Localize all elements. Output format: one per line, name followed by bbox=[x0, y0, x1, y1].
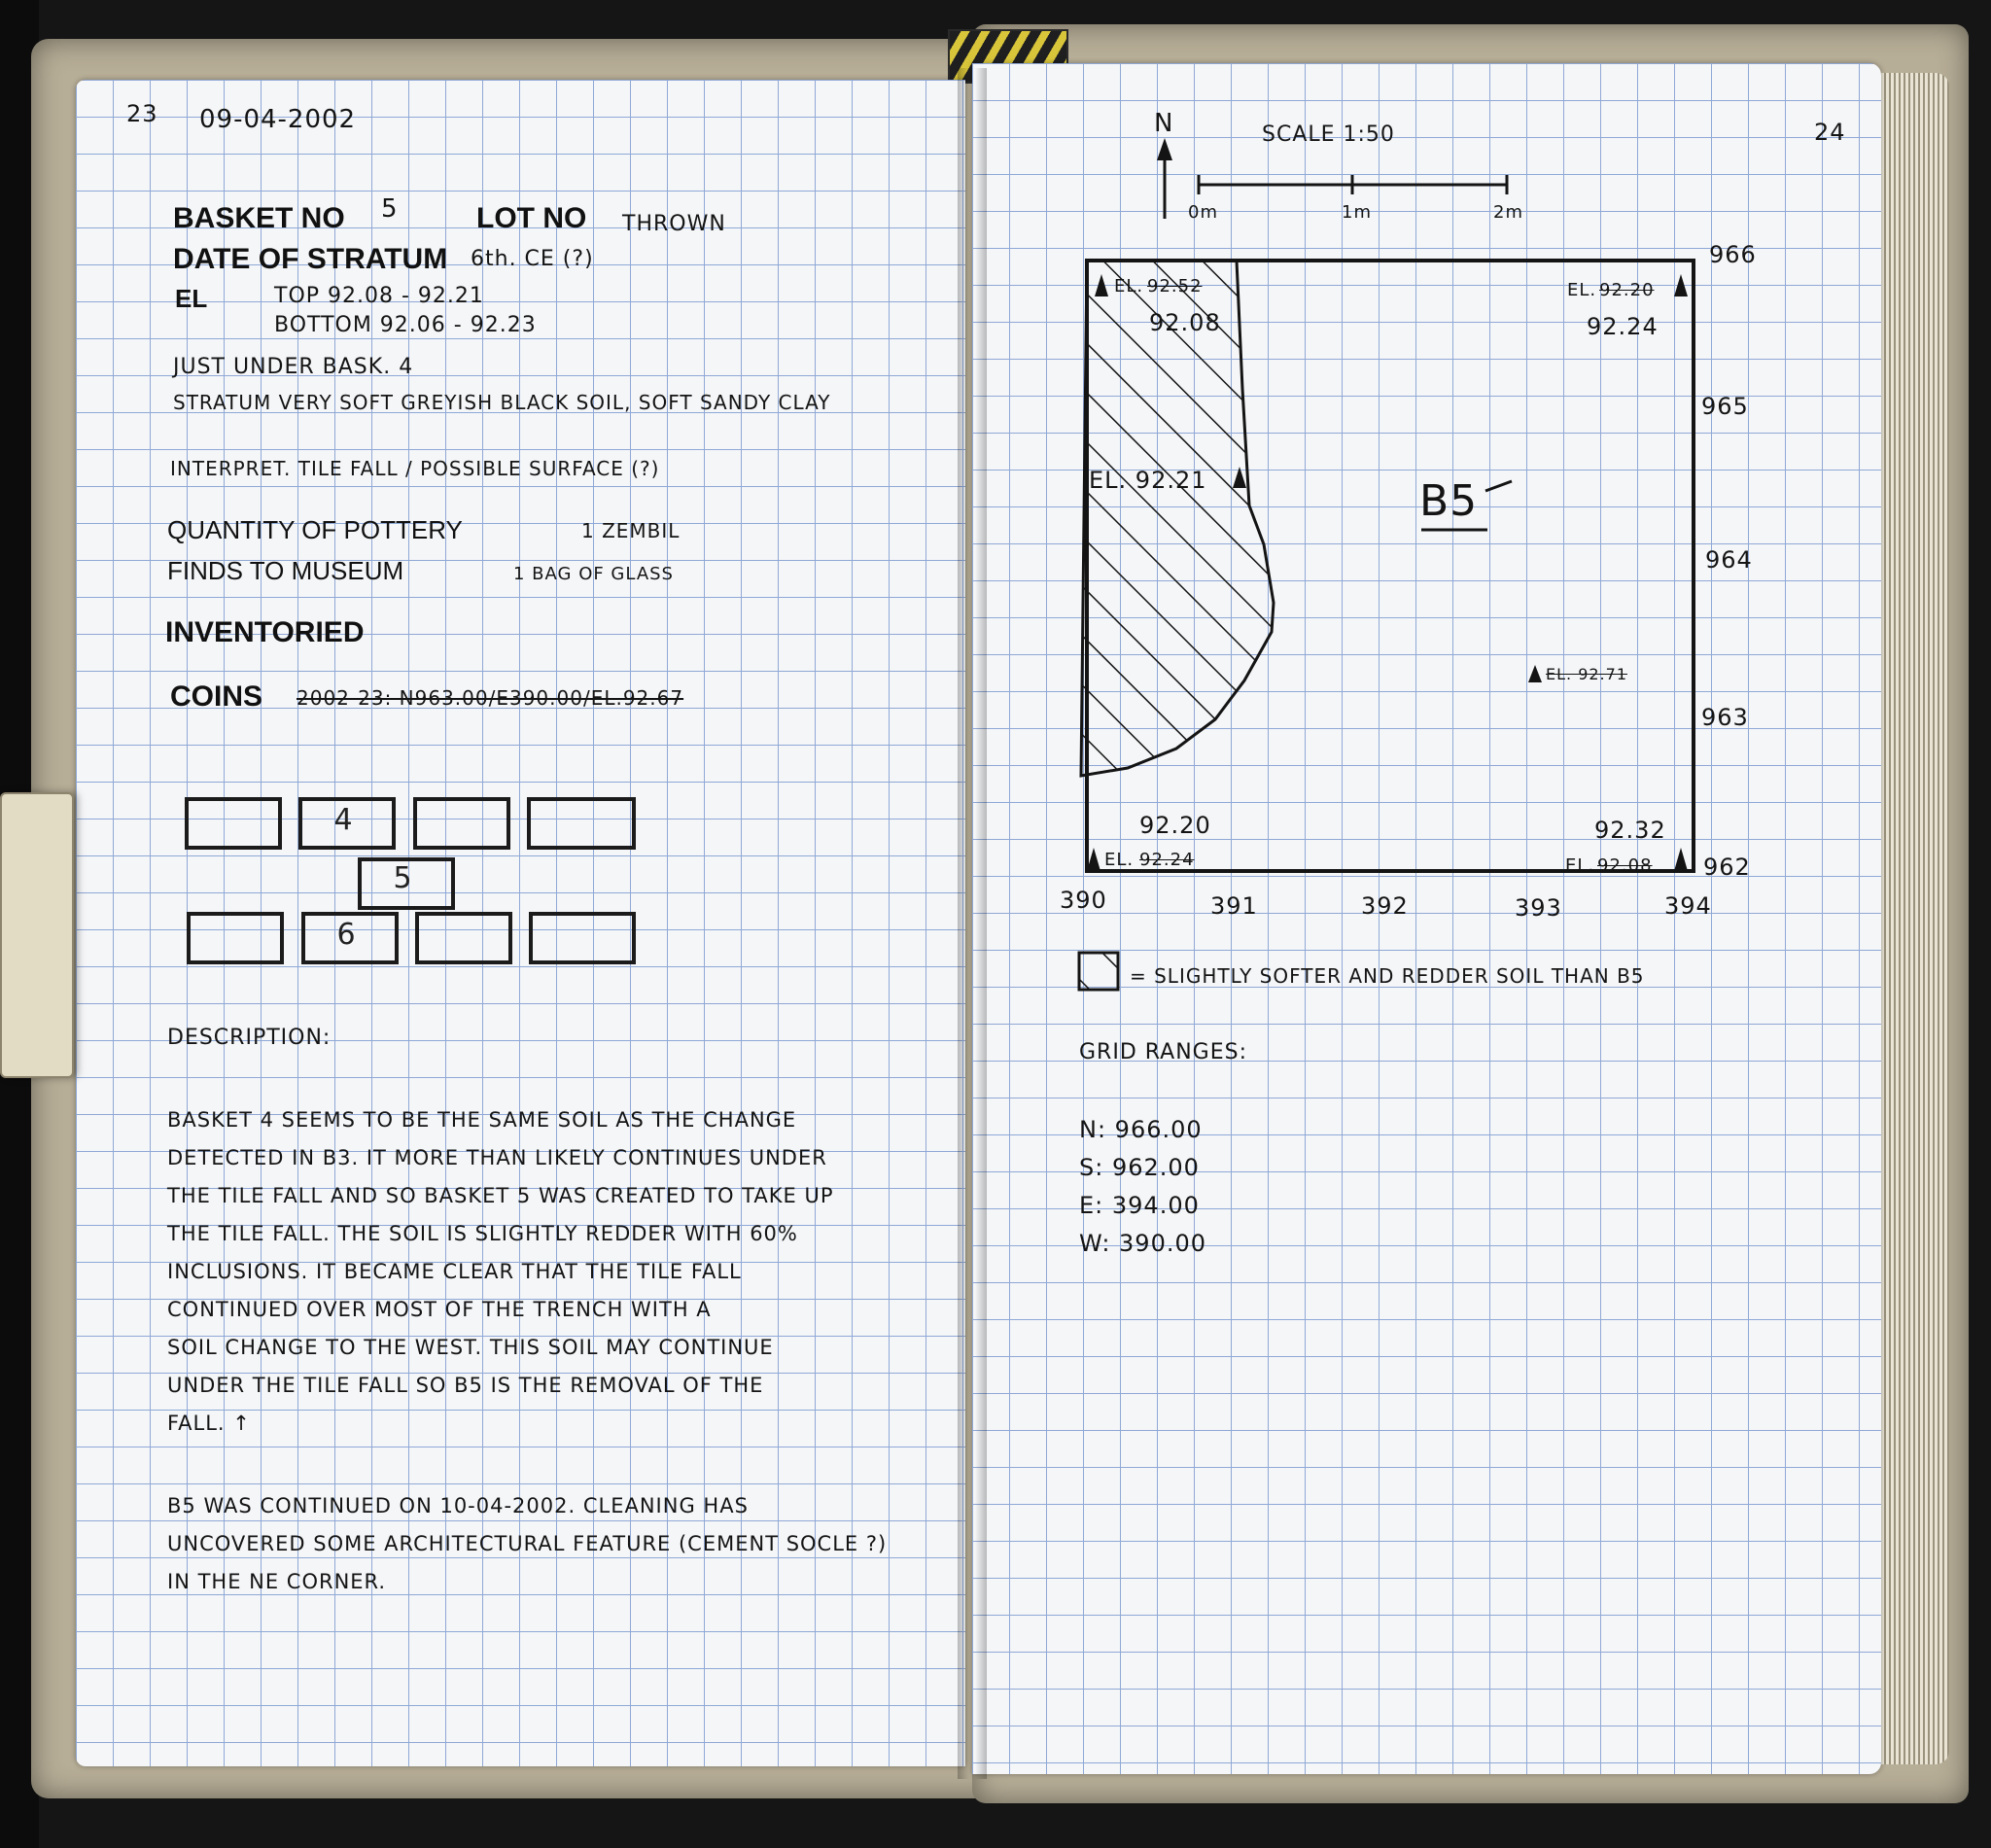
northing-label: 962 bbox=[1703, 854, 1751, 881]
elevation-label: EL. bbox=[1104, 850, 1135, 870]
continuation-line: B5 WAS CONTINUED ON 10-04-2002. CLEANING HAS bbox=[167, 1494, 749, 1517]
locus-box-label: 5 bbox=[393, 861, 412, 895]
elevation-marker-icon bbox=[1674, 848, 1688, 871]
northing-label: 966 bbox=[1709, 241, 1757, 268]
elevation-bottom: BOTTOM 92.06 - 92.23 bbox=[274, 313, 537, 337]
grid-range: N: 966.00 bbox=[1079, 1116, 1203, 1143]
left-page-number: 23 bbox=[126, 100, 158, 127]
description-line: FALL. ↑ bbox=[167, 1412, 251, 1435]
pottery-label: QUANTITY OF POTTERY bbox=[167, 515, 463, 544]
description-line: DETECTED IN B3. IT MORE THAN LIKELY CONTINUES UNDER bbox=[167, 1146, 827, 1169]
scale-tick-label: 1m bbox=[1342, 202, 1372, 223]
elevation-struck: 92.24 bbox=[1139, 850, 1195, 870]
easting-label: 393 bbox=[1515, 894, 1562, 922]
scale-tick-label: 0m bbox=[1188, 202, 1218, 223]
elevation-label: EL. bbox=[1565, 855, 1595, 876]
description-line: BASKET 4 SEEMS TO BE THE SAME SOIL AS THE CHANGE bbox=[167, 1108, 797, 1132]
entry-date: 09-04-2002 bbox=[199, 105, 357, 134]
elevation-marker-icon bbox=[1087, 848, 1100, 871]
easting-label: 390 bbox=[1060, 887, 1107, 914]
grid-range: S: 962.00 bbox=[1079, 1154, 1200, 1181]
coins-value-struck: 2002-23: N963.00/E390.00/EL.92.67 bbox=[297, 686, 684, 710]
scale-tick-label: 2m bbox=[1493, 202, 1523, 223]
coins-label: COINS bbox=[170, 680, 263, 713]
elevation-label: EL bbox=[175, 284, 208, 313]
elevation-value: EL. 92.21 bbox=[1089, 467, 1207, 494]
just-under: JUST UNDER BASK. 4 bbox=[173, 355, 414, 379]
grid-ranges-label: GRID RANGES: bbox=[1079, 1040, 1247, 1064]
north-arrow-icon bbox=[1157, 138, 1172, 160]
description-line: THE TILE FALL. THE SOIL IS SLIGHTLY REDDER WITH 60% bbox=[167, 1222, 798, 1245]
elevation-marker-icon bbox=[1674, 274, 1688, 296]
scale-label: SCALE 1:50 bbox=[1262, 122, 1395, 147]
lot-label: LOT NO bbox=[476, 202, 587, 234]
elevation-struck: 92.08 bbox=[1597, 855, 1653, 876]
locus-mark bbox=[1485, 481, 1512, 491]
easting-label: 394 bbox=[1664, 892, 1712, 920]
stratum-description: STRATUM VERY SOFT GREYISH BLACK SOIL, SOFT SANDY CLAY bbox=[173, 391, 831, 414]
northing-label: 963 bbox=[1701, 704, 1749, 731]
elevation-top: TOP 92.08 - 92.21 bbox=[274, 284, 484, 308]
grid-range: W: 390.00 bbox=[1079, 1230, 1207, 1257]
description-line: UNDER THE TILE FALL SO B5 IS THE REMOVAL OF THE bbox=[167, 1374, 764, 1397]
description-line: INCLUSIONS. IT BECAME CLEAR THAT THE TILE FALL bbox=[167, 1260, 742, 1283]
elevation-value: 92.20 bbox=[1139, 812, 1211, 839]
easting-label: 392 bbox=[1361, 892, 1409, 920]
northing-label: 964 bbox=[1705, 546, 1753, 574]
description-line: THE TILE FALL AND SO BASKET 5 WAS CREATED TO TAKE UP bbox=[167, 1184, 834, 1207]
finds-label: FINDS TO MUSEUM bbox=[167, 556, 404, 585]
easting-label: 391 bbox=[1210, 892, 1258, 920]
elevation-value: 92.08 bbox=[1149, 309, 1221, 336]
elevation-struck: 92.52 bbox=[1147, 276, 1203, 296]
stratum-date-value: 6th. CE (?) bbox=[471, 247, 594, 271]
locus-box-label: 4 bbox=[333, 803, 353, 837]
locus-box-label: 6 bbox=[336, 918, 356, 952]
north-label: N bbox=[1154, 109, 1174, 138]
elevation-struck: EL. 92.71 bbox=[1546, 665, 1627, 683]
elevation-value: 92.24 bbox=[1587, 313, 1659, 340]
continuation-line: IN THE NE CORNER. bbox=[167, 1570, 387, 1593]
locus-label: B5 bbox=[1419, 476, 1479, 526]
description-label: DESCRIPTION: bbox=[167, 1026, 332, 1050]
description-line: CONTINUED OVER MOST OF THE TRENCH WITH A bbox=[167, 1298, 712, 1321]
stratum-date-label: DATE OF STRATUM bbox=[173, 243, 448, 275]
elevation-value: 92.32 bbox=[1594, 817, 1666, 844]
finds-value: 1 BAG OF GLASS bbox=[513, 564, 674, 584]
continuation-line: UNCOVERED SOME ARCHITECTURAL FEATURE (CEMENT SOCLE ?) bbox=[167, 1532, 888, 1555]
legend-hatch-swatch bbox=[1079, 953, 1118, 990]
inventoried-label: INVENTORIED bbox=[165, 616, 365, 648]
legend-text: = SLIGHTLY SOFTER AND REDDER SOIL THAN B5 bbox=[1130, 964, 1645, 988]
elevation-struck: 92.20 bbox=[1599, 280, 1655, 300]
interpretation: INTERPRET. TILE FALL / POSSIBLE SURFACE (?) bbox=[170, 457, 660, 480]
northing-label: 965 bbox=[1701, 393, 1749, 420]
pottery-value: 1 ZEMBIL bbox=[581, 519, 681, 542]
basket-label: BASKET NO bbox=[173, 202, 345, 234]
description-line: SOIL CHANGE TO THE WEST. THIS SOIL MAY CONTINUE bbox=[167, 1336, 774, 1359]
elevation-marker-icon bbox=[1528, 665, 1542, 682]
right-page-number: 24 bbox=[1814, 119, 1846, 146]
elevation-label: EL. bbox=[1567, 280, 1597, 300]
basket-value: 5 bbox=[381, 194, 399, 224]
grid-range: E: 394.00 bbox=[1079, 1192, 1200, 1219]
lot-value: THROWN bbox=[622, 212, 726, 236]
elevation-label: EL. bbox=[1114, 276, 1144, 296]
hatched-soil-area bbox=[1081, 261, 1274, 776]
